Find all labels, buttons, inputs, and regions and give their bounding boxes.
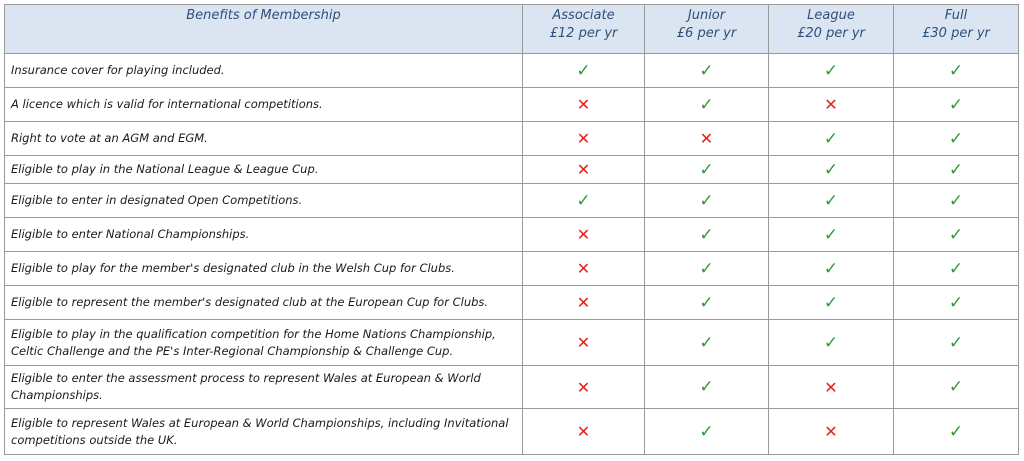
cross-icon: ✕: [523, 366, 645, 409]
check-icon: ✓: [769, 156, 894, 184]
check-icon: ✓: [769, 320, 894, 366]
membership-benefits-table: [4, 4, 1019, 455]
check-icon: ✓: [645, 88, 769, 122]
tier-header-league: [769, 5, 894, 54]
check-icon: ✓: [769, 286, 894, 320]
benefit-text: Eligible to play for the member's designated club in the Welsh Cup for Clubs.: [5, 252, 523, 286]
benefit-text: Eligible to represent Wales at European & World Championships, including Invitational competitions outside the UK.: [5, 409, 523, 455]
cross-icon: ✕: [769, 366, 894, 409]
tier-name: Full: [944, 8, 968, 23]
check-icon: ✓: [645, 286, 769, 320]
check-icon: ✓: [769, 184, 894, 218]
check-icon: ✓: [769, 54, 894, 88]
table-row: [5, 218, 1019, 252]
header-row: [5, 5, 1019, 54]
table-row: [5, 320, 1019, 366]
check-icon: ✓: [894, 54, 1019, 88]
table-row: [5, 252, 1019, 286]
check-icon: ✓: [645, 252, 769, 286]
benefits-column-header: Benefits of Membership: [5, 5, 523, 54]
tier-price: £6 per yr: [676, 26, 737, 41]
cross-icon: ✕: [523, 320, 645, 366]
cross-icon: ✕: [645, 122, 769, 156]
check-icon: ✓: [645, 156, 769, 184]
benefit-text: Insurance cover for playing included.: [5, 54, 523, 88]
table-row: [5, 409, 1019, 455]
tier-price: £20 per yr: [797, 26, 865, 41]
cross-icon: ✕: [523, 252, 645, 286]
check-icon: ✓: [645, 320, 769, 366]
check-icon: ✓: [645, 409, 769, 455]
table-row: [5, 286, 1019, 320]
tier-price: £30 per yr: [922, 26, 990, 41]
table-row: [5, 366, 1019, 409]
tier-header-full: [894, 5, 1019, 54]
tier-header-junior: [645, 5, 769, 54]
table-row: [5, 54, 1019, 88]
check-icon: ✓: [894, 320, 1019, 366]
cross-icon: ✕: [769, 409, 894, 455]
check-icon: ✓: [645, 366, 769, 409]
check-icon: ✓: [894, 286, 1019, 320]
check-icon: ✓: [523, 184, 645, 218]
table-row: [5, 122, 1019, 156]
check-icon: ✓: [894, 218, 1019, 252]
table-row: [5, 88, 1019, 122]
check-icon: ✓: [769, 122, 894, 156]
check-icon: ✓: [769, 252, 894, 286]
benefit-text: Eligible to play in the National League & League Cup.: [5, 156, 523, 184]
benefit-text: Eligible to enter in designated Open Competitions.: [5, 184, 523, 218]
cross-icon: ✕: [523, 156, 645, 184]
benefit-text: Eligible to play in the qualification competition for the Home Nations Championship, Celtic Challenge and the PE's Inter-Regional Championship & Challenge Cup.: [5, 320, 523, 366]
benefit-text: Eligible to represent the member's designated club at the European Cup for Clubs.: [5, 286, 523, 320]
check-icon: ✓: [894, 252, 1019, 286]
cross-icon: ✕: [523, 88, 645, 122]
cross-icon: ✕: [769, 88, 894, 122]
table-row: [5, 184, 1019, 218]
benefit-text: Eligible to enter the assessment process to represent Wales at European & World Championships.: [5, 366, 523, 409]
tier-header-associate: [523, 5, 645, 54]
table-row: [5, 156, 1019, 184]
check-icon: ✓: [894, 122, 1019, 156]
check-icon: ✓: [645, 218, 769, 252]
benefit-text: Eligible to enter National Championships.: [5, 218, 523, 252]
check-icon: ✓: [645, 54, 769, 88]
check-icon: ✓: [894, 184, 1019, 218]
cross-icon: ✕: [523, 286, 645, 320]
cross-icon: ✕: [523, 122, 645, 156]
check-icon: ✓: [894, 409, 1019, 455]
tier-price: £12 per yr: [549, 26, 618, 41]
check-icon: ✓: [769, 218, 894, 252]
check-icon: ✓: [523, 54, 645, 88]
tier-name: League: [807, 8, 855, 23]
cross-icon: ✕: [523, 409, 645, 455]
cross-icon: ✕: [523, 218, 645, 252]
benefit-text: A licence which is valid for international competitions.: [5, 88, 523, 122]
tier-name: Associate: [552, 8, 615, 23]
check-icon: ✓: [894, 156, 1019, 184]
benefit-text: Right to vote at an AGM and EGM.: [5, 122, 523, 156]
tier-name: Junior: [687, 8, 726, 23]
check-icon: ✓: [894, 366, 1019, 409]
check-icon: ✓: [645, 184, 769, 218]
check-icon: ✓: [894, 88, 1019, 122]
